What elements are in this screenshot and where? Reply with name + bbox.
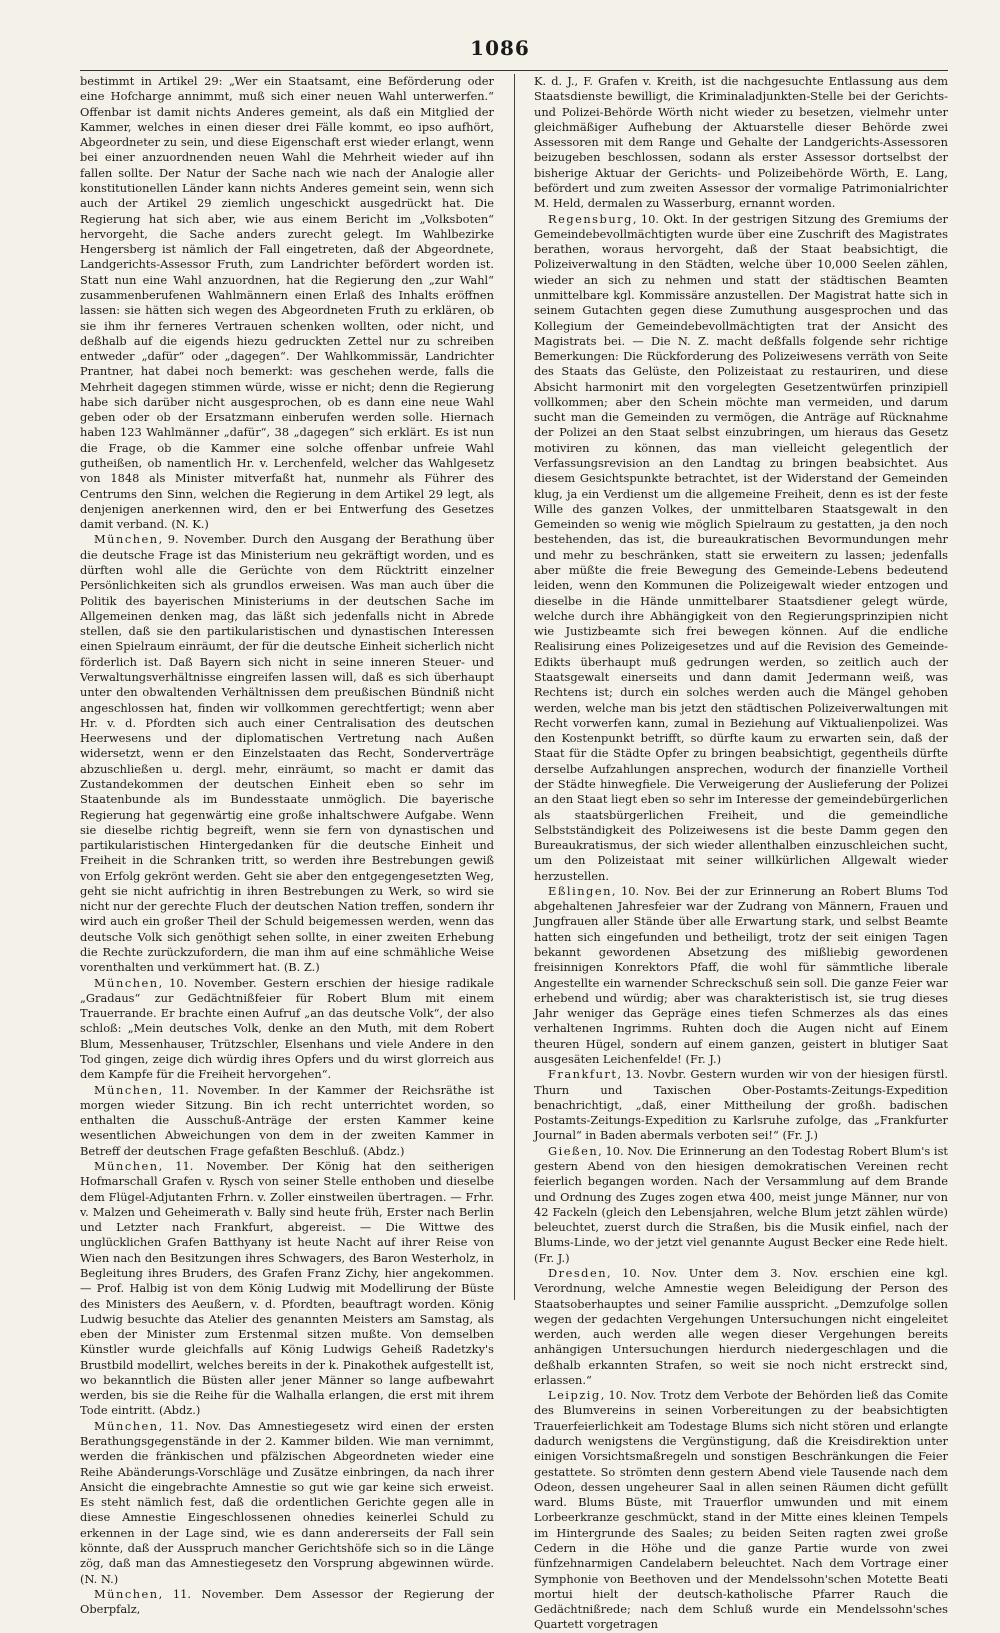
- article-text: , 9. November. Durch den Ausgang der Berathung über die deutsche Frage ist das Ministerium neu gekräftigt worden, und es dürften wohl alle die Gerüchte von dem Rücktritt einzelner Persönlichkeiten sich als grundlos erweisen. Was man auch über die Politik des bayerischen Ministeriums in der deutschen Sache im Allgemeinen denken mag, das läßt sich jedenfalls nicht in Abrede stellen, daß sie den partikularistischen und dynastischen Interessen einen Spielraum einräumt, der für die deutsche Einheit sicherlich nicht förderlich ist. Daß Bayern sich nicht in seine inneren Steuer- und Verwaltungsverhältnisse eingreifen lassen will, daß es sich überhaupt unter den obwaltenden Verhältnissen dem preußischen Bündniß nicht angeschlossen hat, finden wir vollkommen gerechtfertigt; wenn aber Hr. v. d. Pfordten sich auch einer Centralisation des deutschen Heerwesens und der diplomatischen Vertretung nach Außen widersetzt, wenn er den Einzelstaaten das Recht, Sonderverträge abzuschließen u. dergl. mehr, einräumt, so macht er damit das Zustandekommen der deutschen Einheit eben so sehr im Staatenbunde als im Bundesstaate unmöglich. Die bayerische Regierung hat gegenwärtig eine große inhaltschwere Aufgabe. Wenn sie dieselbe richtig begreift, wenn sie fern von dynastischen und partikularistischen Hintergedanken für die deutsche Einheit und Freiheit in die Schranken tritt, so werden ihre Bestrebungen gewiß von Erfolg gekrönt werden. Geht sie aber den entgegengesetzten Weg, geht sie nicht aufrichtig in ihren Bestrebungen zu Werk, so wird sie nicht nur der gerechte Fluch der deutschen Nation treffen, sondern ihr wird auch ein großer Theil der Schuld beigemessen werden, wenn das deutsche Volk sich genöthigt sehen sollte, in einer zweiten Erhebung die Rechte zurückzufordern, die man ihm auf eine schmähliche Weise vorenthalten und verkümmert hat.: [80, 532, 494, 975]
- source-citation: (Fr. J.): [685, 1052, 722, 1066]
- page-number: 1086: [470, 36, 530, 60]
- article-text: , 11. Nov. Das Amnestiegesetz wird einen der ersten Berathungsgegenstände in der 2. Kammer bilden. Wie man vernimmt, werden die fränkischen und pfälzischen Abgeordneten wieder eine Reihe Abänderungs-Vorschläge und Zusätze einbringen, da nach ihrer Ansicht die eingebrachte Amnestie so gut wie gar keine sich erweist. Es steht nämlich fest, daß die ordentlichen Gerichte gegen alle in diese Amnestie Eingeschlossenen ohnedies keinerlei Schuld zu erkennen in der Lage sind, wie es dann andererseits der Fall sein könnte, daß der Ausspruch mancher Gerichtshöfe sich so in die Länge zög, daß man das Amnestiegesetz den Vorsprung abgewinnen würde.: [80, 1418, 494, 1571]
- right-column: [534, 74, 948, 1632]
- article-paragraph: [534, 1266, 948, 1388]
- article-paragraph: [80, 1159, 494, 1419]
- source-citation: (Fr. J.): [782, 1128, 818, 1143]
- article-text: , 13. Novbr. Gestern wurden wir von der hiesigen fürstl. Thurn und Taxischen Ober-Postamts-Zeitungs-Expedition benachrichtigt, „daß, einer Mittheilung der großh. badischen Postamts-Zeitungs-Expedition zu Karlsruhe zufolge, das „Frankfurter Journal“ in Baden abermals verboten sei!“: [534, 1067, 948, 1143]
- column-divider: [514, 74, 515, 1300]
- dateline-place: München: [94, 975, 159, 990]
- source-citation: (N. K.): [171, 517, 209, 532]
- article-text: , 10. Nov. Die Erinnerung an den Todestag Robert Blum's ist gestern Abend von den hiesigen demokratischen Vereinen recht feierlich begangen worden. Nach der Versammlung auf dem Brande und Ordnung des Zuges zogen etwa 400, meist junge Männer, nur von 42 Fackeln (gleich den Lebensjahren, welche Blum jetzt zählen würde) beleuchtet, zuerst durch die Straßen, bis die Musik einfiel, nach der Blums-Linde, wo der jetzt viel genannte August Becker eine Rede hielt.: [534, 1143, 948, 1250]
- dateline-place: Eßlingen: [548, 883, 612, 898]
- article-text: , 10. November. Gestern erschien der hiesige radikale „Gradaus“ zur Gedächtnißfeier für Robert Blum mit einem Trauerrande. Er brachte einen Aufruf „an das deutsche Volk“, der also schloß: „Mein deutsches Volk, denke an den Muth, mit dem Robert Blum, Messenhauser, Trützschler, Elsenhans und viele Andere in den Tod gingen, zeige dich würdig ihres Opfers und du wirst glorreich aus dem Kampfe für die Freiheit hervorgehen“.: [80, 975, 494, 1082]
- header-rule: [80, 70, 948, 71]
- dateline-place: München: [94, 1158, 159, 1173]
- dateline-place: München: [94, 1586, 159, 1601]
- source-citation: (Abdz.): [363, 1143, 405, 1158]
- dateline-place: Dresden: [548, 1265, 608, 1280]
- article-text: , 10. Okt. In der gestrigen Sitzung des Gremiums der Gemeindebevollmächtigten wurde über eine Zuschrift des Magistrates berathen, woraus hervorgeht, daß der Staat beabsichtigt, die Polizeiverwaltung in den Städten, welche über 10,000 Seelen zählen, wieder an sich zu nehmen und statt der städtischen Beamten unmittelbare kgl. Kommissäre anzustellen. Der Magistrat hatte sich in seinem Gutachten gegen diese Zumuthung ausgesprochen und das Kollegium der Gemeindebevollmächtigten trat der Ansicht des Magistrats bei. — Die N. Z. macht deßfalls folgende sehr richtige Bemerkungen: Die Rückforderung des Polizeiwesens verräth von Seite des Staats das Gelüste, den Polizeistaat zu restauriren, und diese Absicht harmonirt mit den vorgelegten Gesetzentwürfen prinzipiell vollkommen; aber den Schein möchte man vermeiden, und darum sucht man die Gemeinden zu vermögen, die Anträge auf Rücknahme der Polizei an den Staat selbst einzubringen, um hieraus das Gesetz motiviren zu können, das man vielleicht gelegentlich der Verfassungsrevision an den Landtag zu bringen beabsichtet. Aus diesem Gesichtspunkte betrachtet, ist der Widerstand der Gemeinden klug, ja ein Verdienst um die allgemeine Freiheit, denn es ist der feste Wille des ganzen Volkes, der unmittelbaren Staatsgewalt in den Gemeinden so wenig wie möglich Spielraum zu gestatten, ja den noch bestehenden, das ist, die bureaukratischen Bevormundungen mehr und mehr zu beschränken, statt sie erweitern zu lassen; jedenfalls aber müßte die freie Bewegung des Gemeinde-Lebens bedeutend leiden, wenn den Kommunen die Polizeigewalt wieder entzogen und dieselbe in die Hände unmittelbarer Staatsdiener gelegt würde, welche durch ihre Abhängigkeit von den Regierungsprinzipien nicht wie Justizbeamte sich frei bewegen können. Auf die endliche Realisirung eines Polizeigesetzes und auf die Revision des Gemeinde-Edikts überhaupt muß gedrungen werden, so zeitlich auch der Staatsgewalt einerseits und dann damit Jedermann weiß, was Rechtens ist; durch ein solches werden auch die Mängel gehoben werden, welche man bis jetzt den städtischen Polizeiverwaltungen mit Recht vorwerfen kann, zumal in Beziehung auf Viktualienpolizei. Was den Kostenpunkt betrifft, so dürfte kaum zu erwarten sein, daß der Staat für die Städte Opfer zu bringen beabsichtigt, gegentheils dürfte derselbe Aufzahlungen ansprechen, wodurch der finanzielle Vortheil der Städte hinwegfiele. Die Verweigerung der Auslieferung der Polizei an den Staat liegt eben so sehr im Interesse der gemeindebürgerlichen als staatsbürgerlichen Freiheit, und die gemeindliche Selbstständigkeit des Polizeiwesens ist die beste Damm gegen den Bureaukratismus, der sich wieder allenthalben einzuschleichen sucht, um den Polizeistaat mit seiner willkürlichen Allgewalt wieder herzustellen.: [534, 211, 948, 883]
- article-paragraph: [80, 532, 494, 975]
- dateline-place: München: [94, 532, 159, 547]
- source-citation: (N. N.): [80, 1571, 119, 1586]
- article-text: , 11. November. In der Kammer der Reichsräthe ist morgen wieder Sitzung. Bin ich recht unterrichtet worden, so enthalten die Ausschuß-Anträge der ersten Kammer keine wesentlichen Abweichungen von dem in der zweiten Kammer in Betreff der deutschen Frage gefaßten Beschluß.: [80, 1082, 494, 1158]
- dateline-place: Gießen: [548, 1143, 599, 1158]
- article-paragraph: [534, 884, 948, 1067]
- dateline-place: Frankfurt: [548, 1067, 618, 1082]
- dateline-place: München: [94, 1418, 159, 1433]
- source-citation: (B. Z.): [283, 960, 320, 975]
- article-text: , 11. November. Der König hat den seitherigen Hofmarschall Grafen v. Rysch von seiner Stelle enthoben und dieselbe dem Flügel-Adjutanten Frhrn. v. Zoller einstweilen übertragen. — Frhr. v. Malzen und Geheimerath v. Bally sind heute früh, Erster nach Berlin und Letzter nach Frankfurt, abgereist. — Die Wittwe des unglücklichen Grafen Batthyany ist heute Nacht auf ihrer Reise von Wien nach den Besitzungen ihres Schwagers, des Baron Westerholz, in Begleitung ihres Bruders, des Grafen Franz Zichy, hier angekommen. — Prof. Halbig ist von dem König Ludwig mit Modellirung der Büste des Ministers des Aeußern, v. d. Pfordten, beauftragt worden. König Ludwig besuchte das Atelier des genannten Meisters am Samstag, als eben der Minister zum Erstenmal sitzen mußte. Von demselben Künstler wurde gleichfalls auf König Ludwigs Geheiß Radetzky's Brustbild modellirt, welches bereits in der k. Pinakothek aufgestellt ist, wo bekanntlich die Büsten aller jener Männer so lange aufbewahrt werden, bis sie die Reihe für die Walhalla erlangen, die erst mit ihrem Tode eintritt.: [80, 1158, 494, 1418]
- article-text: , 10. Nov. Unter dem 3. Nov. erschien eine kgl. Verordnung, welche Amnestie wegen Beleidigung der Person des Staatsoberhauptes und seiner Familie ausspricht. „Demzufolge sollen wegen der gedachten Vergehungen Untersuchungen nicht eingeleitet werden, auch werden alle wegen dieser Vergehungen bereits anhängigen Untersuchungen hierdurch niedergeschlagen und die deßhalb erkannten Strafen, so weit sie noch nicht erstreckt sind, erlassen.“: [534, 1265, 948, 1387]
- article-text: bestimmt in Artikel 29: „Wer ein Staatsamt, eine Beförderung oder eine Hofcharge annimmt, muß sich einer neuen Wahl unterwerfen.“ Offenbar ist damit nichts Anderes gemeint, als daß ein Mitglied der Kammer, welches in einen dieser drei Fälle kommt, eo ipso aufhört, Abgeordneter zu sein, und diese Eigenschaft erst wieder erlangt, wenn bei einer anzuordnenden neuen Wahl die Mehrheit wieder auf ihn fallen sollte. Der Natur der Sache nach wie nach der Analogie aller konstitutionellen Länder kann nichts Anderes gemeint sein, wenn sich auch der Artikel 29 ziemlich ungeschickt ausgedrückt hat. Die Regierung hat sich aber, wie aus einem Bericht im „Volksboten“ hervorgeht, die Sache anders zurecht gelegt. Im Wahlbezirke Hengersberg ist nämlich der Fall eingetreten, daß der Abgeordnete, Landgerichts-Assessor Fruth, zum Landrichter befördert worden ist. Statt nun eine Wahl anzuordnen, hat die Regierung den „zur Wahl“ zusammenberufenen Wahlmännern einen Erlaß des Inhalts eröffnen lassen: sie hätten sich wegen des Abgeordneten Fruth zu erklären, ob sie ihm ihr ferneres Vertrauen schenken wollten, oder nicht, und deßhalb auf die eigends hiezu gedruckten Zettel nur zu schreiben entweder „dafür“ oder „dagegen“. Der Wahlkommissär, Landrichter Prantner, hat dabei noch bemerkt: was geschehen werde, falls die Mehrheit dagegen stimmen würde, wisse er nicht; denn die Regierung habe sich darüber nicht ausgesprochen, ob es dann eine neue Wahl geben oder ob der Ersatzmann einberufen werden solle. Hiernach haben 123 Wahlmänner „dafür“, 38 „dagegen“ sich erklärt. Es ist nun die Frage, ob die Kammer eine solche offenbar unfreie Wahl gutheißen, ob namentlich Hr. v. Lerchenfeld, welcher das Wahlgesetz von 1848 als Minister mitverfaßt hat, nunmehr als Führer des Centrums den Sinn, welchen die Regierung in dem Artikel 29 legt, als denjenigen anerkennen wird, den er bei Entwerfung des Gesetzes damit verband.: [80, 74, 494, 532]
- article-paragraph: [534, 1388, 948, 1633]
- article-text: K. d. J., F. Grafen v. Kreith, ist die nachgesuchte Entlassung aus dem Staatsdienste bewilligt, die Kriminaladjunkten-Stelle bei der Gerichts- und Polizei-Behörde Wörth nicht wieder zu besetzen, vielmehr unter gleichmäßiger Aufhebung der Aktuarstelle dieser Behörde zwei Assessoren mit dem Range und Gehalte der Landgerichts-Assessoren beizugeben beschlossen, sodann als erster Assessor dortselbst der bisherige Aktuar der Gerichts- und Polizeibehörde Wörth, E. Lang, befördert und zum zweiten Assessor der vormalige Patrimonialrichter M. Held, dermalen zu Wasserburg, ernannt worden.: [534, 74, 948, 211]
- article-text: , 10. Nov. Trotz dem Verbote der Behörden ließ das Comite des Blumvereins in seinen Vorbereitungen zu der beabsichtigten Trauerfeierlichkeit am Todestage Blums sich nicht stören und erlangte dadurch wenigstens die Vergünstigung, daß die Kreisdirektion unter einigen Vorsichtsmaßregeln und sonstigen Beschränkungen die Feier gestattete. So strömten denn gestern Abend viele Tausende nach dem Odeon, dessen ungeheurer Saal in allen seinen Räumen dicht gefüllt ward. Blums Büste, mit Trauerflor umwunden und mit einem Lorbeerkranze geschmückt, stand in der Mitte eines kleinen Tempels im Hintergrunde des Saales; zu beiden Seiten ragten zwei große Cedern in die Höhe und die ganze Partie wurde von zwei fünfzehnarmigen Candelabern beleuchtet. Nach dem Vortrage einer Symphonie von Beethoven und der Mendelssohn'schen Motette Beati mortui hielt der deutsch-katholische Pfarrer Rauch die Gedächtnißrede; nach dem Schluß wurde ein Mendelssohn'sches Quartett vorgetragen: [534, 1388, 948, 1632]
- source-citation: (Fr. J.): [534, 1250, 570, 1265]
- article-paragraph: [534, 1067, 948, 1143]
- article-paragraph: [80, 976, 494, 1083]
- source-citation: (Abdz.): [159, 1403, 201, 1418]
- article-paragraph: [80, 1419, 494, 1587]
- article-paragraph: [80, 1587, 494, 1618]
- article-paragraph: [534, 74, 948, 212]
- article-paragraph: [534, 212, 948, 884]
- dateline-place: Regensburg: [548, 211, 633, 226]
- article-paragraph: [80, 1083, 494, 1159]
- article-paragraph: [534, 1144, 948, 1266]
- article-text: , 11. November. Dem Assessor der Regierung der Oberpfalz,: [80, 1586, 494, 1617]
- dateline-place: Leipzig: [548, 1388, 601, 1403]
- dateline-place: München: [94, 1082, 159, 1097]
- article-paragraph: [80, 74, 494, 532]
- article-text: , 10. Nov. Bei der zur Erinnerung an Robert Blums Tod abgehaltenen Jahresfeier war der Zudrang von Männern, Frauen und Jungfrauen aller Stände über alle Erwartung stark, und selbst Beamte hatten sich eingefunden und betheiligt, trotz der seit einigen Tagen bekannt gewordenen Absetzung des mißliebig gewordenen freisinnigen Konrektors Pfaff, die wohl für sämmtliche liberale Angestellte ein warnender Schreckschuß sein soll. Die ganze Feier war erhebend und würdig; aber was charakteristisch ist, sie trug dieses Jahr weniger das Gepräge eines tiefen Schmerzes als das eines verhaltenen Ingrimms. Ruhten doch die Augen nicht auf Einem theuren Hügel, sondern auf einem ganzen, geistert in blutiger Saat ausgesäten Leichenfelde!: [534, 883, 948, 1066]
- left-column: [80, 74, 494, 1617]
